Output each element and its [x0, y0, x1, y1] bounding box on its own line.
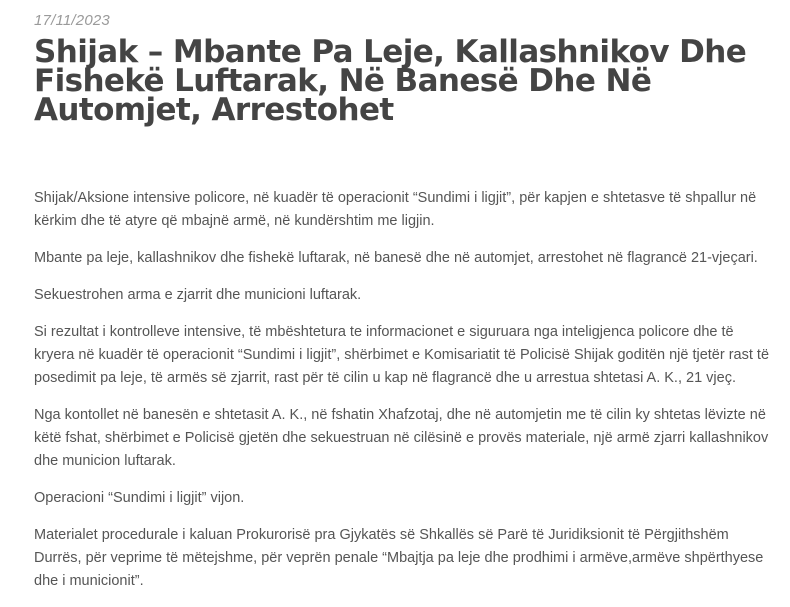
article-date: 17/11/2023 — [34, 12, 110, 29]
article-paragraph: Mbante pa leje, kallashnikov dhe fishekë luftarak, në banesë dhe në automjet, arrestohet në flagrancë 21-vjeçari. — [34, 250, 758, 266]
article-paragraph: Sekuestrohen arma e zjarrit dhe municioni luftarak. — [34, 287, 362, 303]
article-paragraph: Operacioni “Sundimi i ligjit” vijon. — [34, 490, 245, 506]
article-paragraph: Materialet procedurale i kaluan Prokurorisë pra Gjykatës së Shkallës së Parë të Juridiksionit të Përgjithshëm Durrës, për veprime të mëtejshme, për veprën penale “Mbajtja pa leje dhe prodhimi i armëve,armëve shpërthyese dhe i municionit”. — [34, 527, 764, 589]
article-paragraph: Shijak/Aksione intensive policore, në kuadër të operacionit “Sundimi i ligjit”, për kapjen e shtetasve të shpallur në kërkim dhe të atyre që mbajnë armë, në kundërshtim me ligjin. — [34, 190, 757, 229]
article-title: Shijak – Mbante Pa Leje, Kallashnikov Dhe Fishekë Luftarak, Në Banesë Dhe Në Automjet, Arrestohet — [34, 34, 747, 128]
article-paragraph: Nga kontollet në banesën e shtetasit A. K., në fshatin Xhafzotaj, dhe në automjetin me të cilin ky shtetas lëvizte në këtë fshat, shërbimet e Policisë gjetën dhe sekuestruan në cilësinë e provës materiale, një armë zjarri kallashnikov dhe municion luftarak. — [34, 407, 769, 469]
article-body — [34, 187, 774, 607]
article-paragraph: Si rezultat i kontrolleve intensive, të mbështetura te informacionet e siguruara nga inteligjenca policore dhe të kryera në kuadër të operacionit “Sundimi i ligjit”, shërbimet e Komisariatit të Policisë Shijak goditën një tjetër rast të posedimit pa leje, të armës së zjarrit, rast për të cilin u kap në flagrancë dhe u arrestua shtetasi A. K., 21 vjeç. — [34, 324, 770, 386]
